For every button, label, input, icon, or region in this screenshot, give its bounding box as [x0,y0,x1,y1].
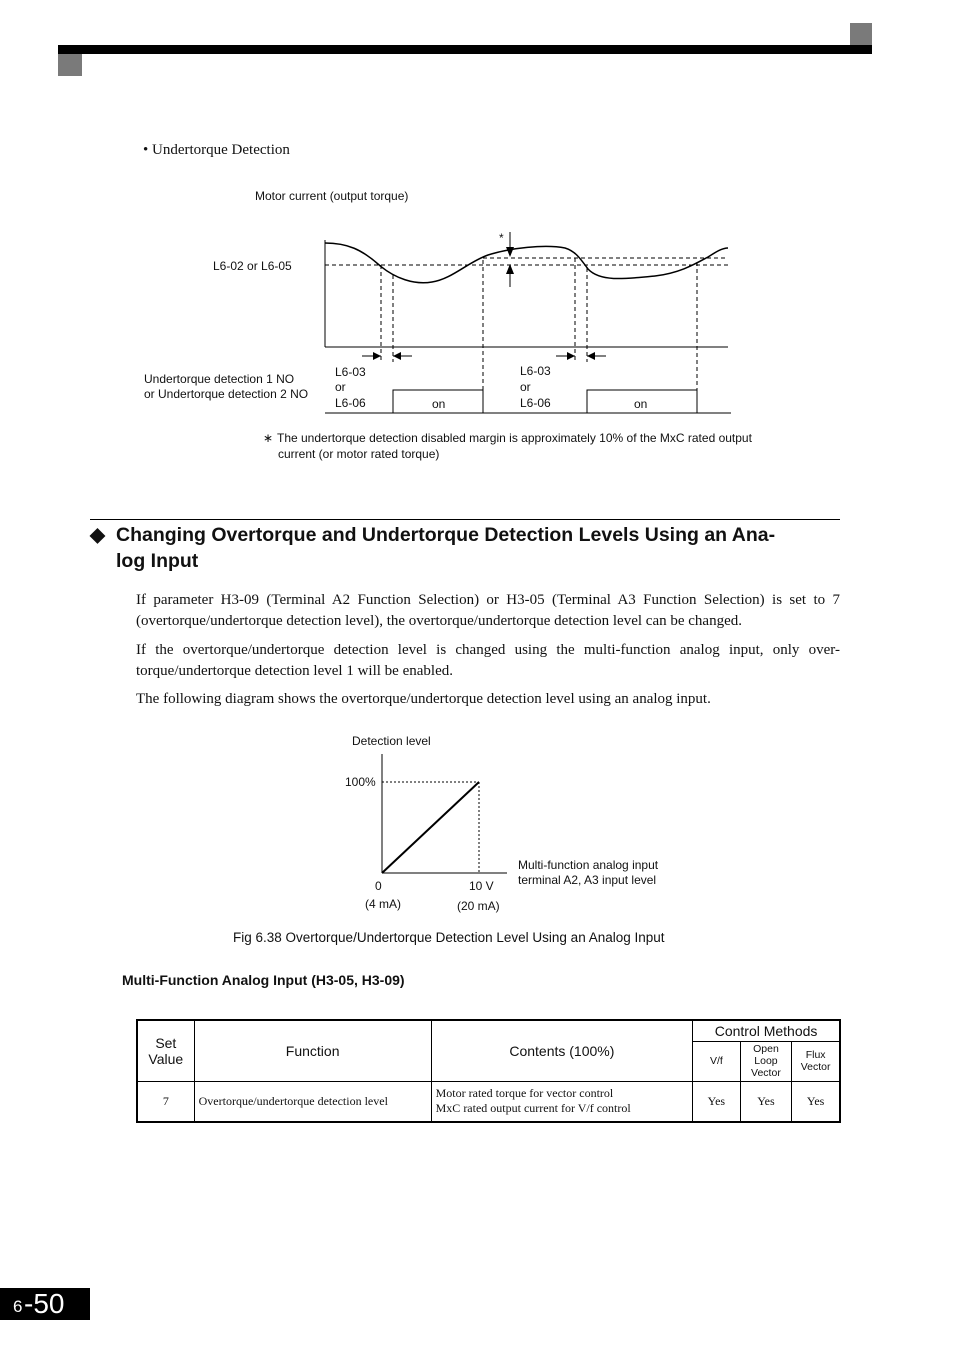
time-label: L6-06 [335,396,366,410]
heading-line2: log Input [116,550,199,572]
arrow-down-icon [506,247,514,257]
diagram2-x-tick-sub: (20 mA) [457,899,500,913]
header-control-methods: Control Methods [693,1020,840,1041]
asterisk-mark: * [499,231,504,245]
table-heading: Multi-Function Analog Input (H3-05, H3-09) [122,972,405,988]
time-label: L6-03 [520,364,551,378]
diagram1-level-label: L6-02 or L6-05 [213,259,292,273]
page-index: -50 [24,1288,65,1319]
paragraph: If the overtorque/undertorque detection level is changed using the multi-function analog input, only over-torque/undertorque detection level 1 will be enabled. [136,642,840,679]
arrow-right-icon [567,352,575,360]
header-set-value: Set Value [137,1020,194,1081]
diagram2-y-tick: 100% [345,775,376,789]
on-label: on [634,397,648,411]
undertorque-timing-diagram [0,0,954,480]
diagram2-x-tick: 0 [375,879,382,893]
diagram1-y-label: Motor current (output torque) [255,189,409,203]
detection-level-line [382,782,479,873]
arrow-left-icon [587,352,595,360]
cell-vf: Yes [693,1081,741,1122]
header-vf: V/f [693,1041,741,1081]
chapter-number: 6 [13,1297,23,1316]
cell-open-loop-vector: Yes [740,1081,792,1122]
header-function: Function [194,1020,431,1081]
table-header-row [137,1020,840,1041]
arrow-left-icon [393,352,401,360]
header-open-loop-vector: Open Loop Vector [740,1041,792,1081]
time-label: or [335,380,346,394]
diagram2-y-label: Detection level [352,734,431,748]
cell-set-value: 7 [137,1081,194,1122]
time-label: or [520,380,531,394]
footnote-line2: current (or motor rated torque) [278,447,440,461]
header-contents: Contents (100%) [431,1020,692,1081]
arrow-right-icon [373,352,381,360]
heading-line1: Changing Overtorque and Undertorque Detection Levels Using an Ana- [116,524,776,546]
output-label-line1: Undertorque detection 1 NO [144,372,295,386]
analog-level-diagram [0,720,954,920]
cell-function: Overtorque/undertorque detection level [194,1081,431,1122]
paragraph: If parameter H3-09 (Terminal A2 Function Selection) or H3-05 (Terminal A3 Function Selection) is set to 7 (overtorque/undertorque detection level), the overtorque/undertorque detection level can be changed. [136,592,840,629]
motor-current-curve [325,243,728,283]
function-table [136,1019,841,1123]
diagram2-x-label-line1: Multi-function analog input [518,858,659,872]
on-label: on [432,397,446,411]
footnote-mark: ∗ [263,431,274,445]
footnote-line1: The undertorque detection disabled margin is approximately 10% of the MxC rated output [277,431,752,445]
diagram2-x-label-line2: terminal A2, A3 input level [518,873,657,887]
figure-caption: Fig 6.38 Overtorque/Undertorque Detection Level Using an Analog Input [233,930,665,945]
header-flux-vector: Flux Vector [792,1041,840,1081]
section-rule [90,519,840,520]
output-label-line2: or Undertorque detection 2 NO [144,387,309,401]
section-heading [90,522,835,574]
diagram2-x-tick: 10 V [469,879,494,893]
cell-flux-vector: Yes [792,1081,840,1122]
diamond-icon: ◆ [90,524,105,546]
cell-contents: Motor rated torque for vector control MxC rated output current for V/f control [431,1081,692,1122]
diagram2-x-tick-sub: (4 mA) [365,897,401,911]
table-row [137,1081,840,1122]
time-label: L6-06 [520,396,551,410]
page-number [0,1288,90,1320]
bullet-heading: • Undertorque Detection [143,142,290,158]
time-label: L6-03 [335,365,366,379]
paragraph: The following diagram shows the overtorque/undertorque detection level using an analog input. [136,691,711,707]
